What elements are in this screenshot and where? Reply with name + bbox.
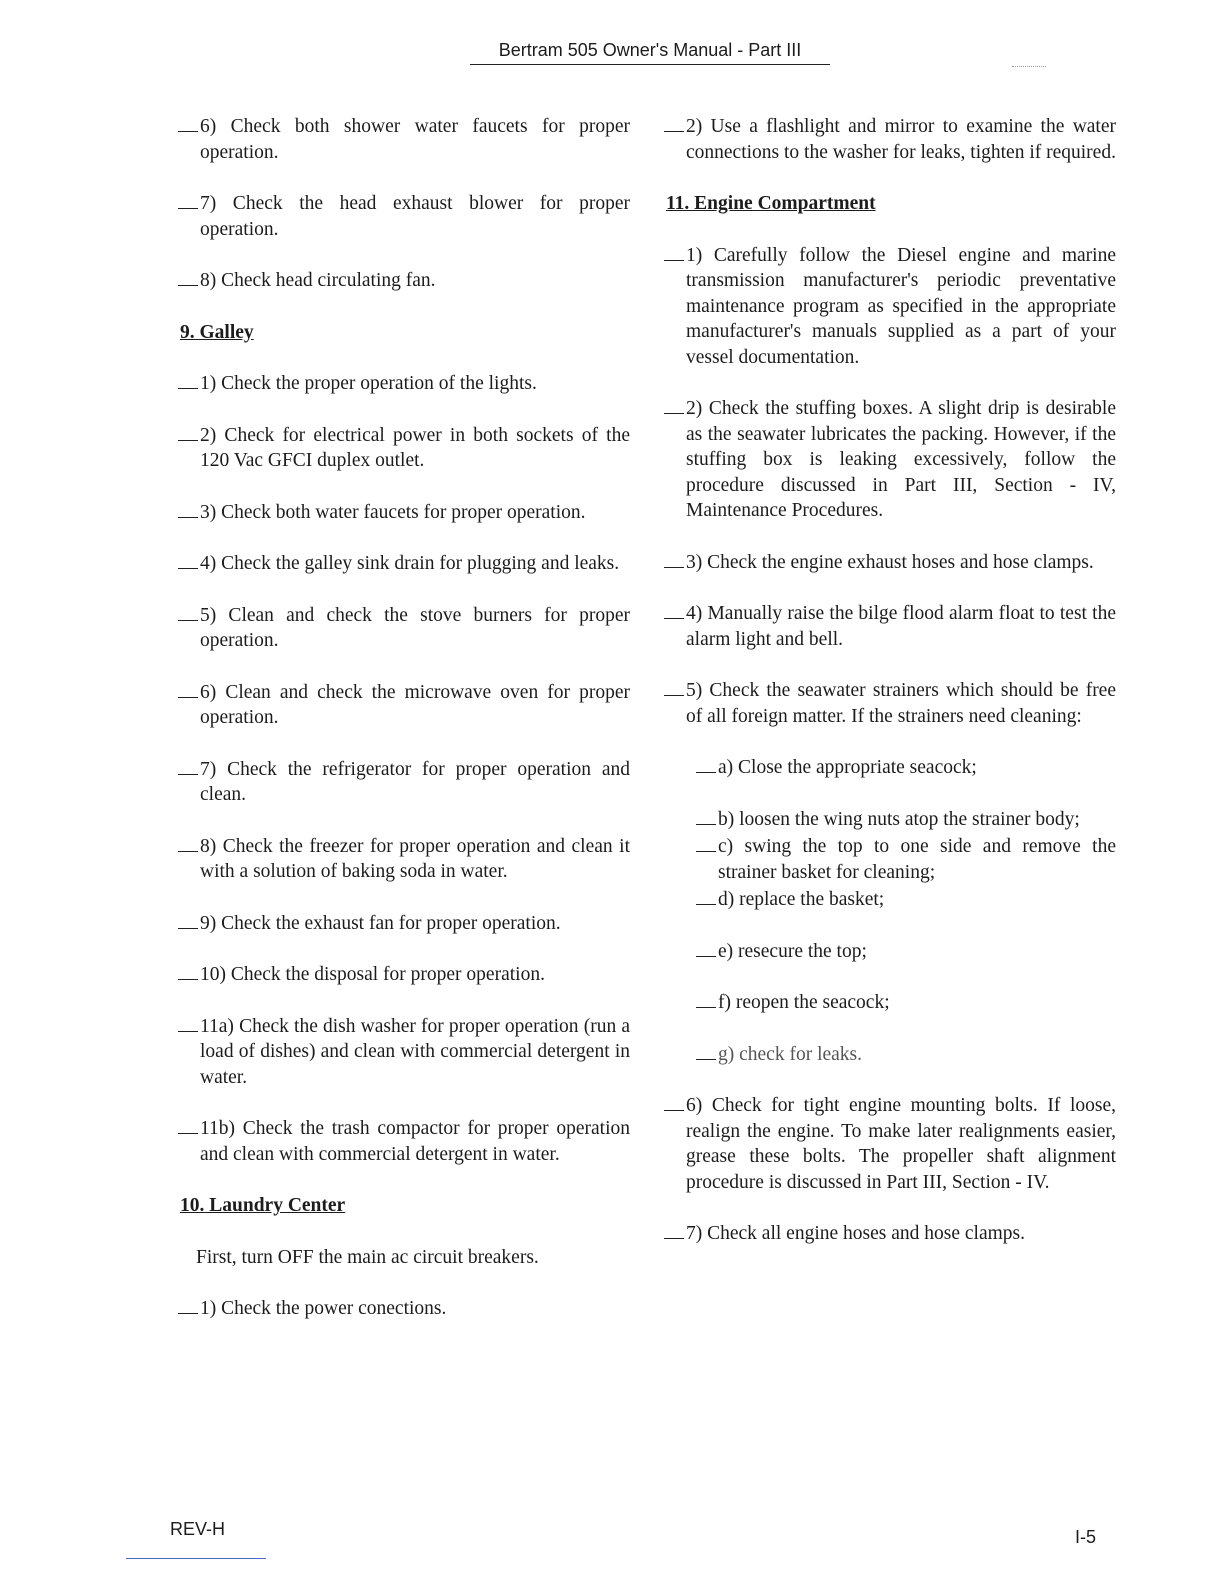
checkbox-blank[interactable] [696,1043,716,1060]
checklist-item: 6) Check both shower water faucets for proper operation. [170,114,630,165]
right-column [656,114,1116,1247]
checklist-item: 7) Check the refrigerator for proper operation and clean. [170,757,630,808]
checklist-item: 1) Carefully follow the Diesel engine and marine transmission manufacturer's periodic preventative maintenance program as specified in the appropriate manufacturer's manuals supplied as a part of your vessel documentation. [656,243,1116,371]
checkbox-blank[interactable] [178,963,198,980]
checklist-item: 2) Check for electrical power in both sockets of the 120 Vac GFCI duplex outlet. [170,423,630,474]
checkbox-blank[interactable] [178,681,198,698]
checkbox-blank[interactable] [696,888,716,905]
checklist-item: 8) Check head circulating fan. [170,268,630,294]
laundry-intro: First, turn OFF the main ac circuit breakers. [196,1246,539,1268]
checklist-item: 4) Manually raise the bilge flood alarm float to test the alarm light and bell. [656,601,1116,652]
checklist-item: 11b) Check the trash compactor for proper operation and clean with commercial detergent in water. [170,1116,630,1167]
section-heading-engine: 11. Engine Compartment [666,193,876,214]
footer-divider [126,1558,266,1559]
checklist-item: 11a) Check the dish washer for proper operation (run a load of dishes) and clean with commercial detergent in water. [170,1014,630,1091]
left-column [170,114,630,1322]
checklist-item: 3) Check the engine exhaust hoses and hose clamps. [656,550,1116,576]
checkbox-blank[interactable] [178,912,198,929]
checklist-item: 9) Check the exhaust fan for proper operation. [170,911,630,937]
checklist-item: 6) Check for tight engine mounting bolts. If loose, realign the engine. To make later realignments easier, grease these bolts. The propeller shaft alignment procedure is discussed in Part III, Section - IV. [656,1093,1116,1195]
checkbox-blank[interactable] [178,115,198,132]
checklist-subitem: a) Close the appropriate seacock; [688,755,1116,781]
checklist-item: 10) Check the disposal for proper operation. [170,962,630,988]
checklist-item: 2) Use a flashlight and mirror to examine the water connections to the washer for leaks, tighten if required. [656,114,1116,165]
checkbox-blank[interactable] [178,269,198,286]
checklist-subitem: e) resecure the top; [688,939,1116,965]
checkbox-blank[interactable] [178,1015,198,1032]
checkbox-blank[interactable] [664,244,684,261]
checklist-item: 8) Check the freezer for proper operation and clean it with a solution of baking soda in water. [170,834,630,885]
revision-label: REV-H [170,1519,226,1539]
checkbox-blank[interactable] [178,604,198,621]
checkbox-blank[interactable] [696,756,716,773]
checkbox-blank[interactable] [664,1094,684,1111]
checklist-item: 7) Check all engine hoses and hose clamps. [656,1221,1116,1247]
checkbox-blank[interactable] [178,372,198,389]
checkbox-blank[interactable] [664,602,684,619]
checkbox-blank[interactable] [696,808,716,825]
checkbox-blank[interactable] [696,991,716,1008]
checkbox-blank[interactable] [664,397,684,414]
checklist-item: 5) Clean and check the stove burners for proper operation. [170,603,630,654]
checklist-subitem: c) swing the top to one side and remove the strainer basket for cleaning; [688,834,1116,885]
checkbox-blank[interactable] [664,551,684,568]
checklist-subitem: g) check for leaks. [688,1042,1116,1068]
checklist-subitem: f) reopen the seacock; [688,990,1116,1016]
checklist-item: 1) Check the power conections. [170,1296,630,1322]
checklist-item: 5) Check the seawater strainers which should be free of all foreign matter. If the strainers need cleaning: [656,678,1116,729]
checkbox-blank[interactable] [664,1222,684,1239]
checkbox-blank[interactable] [664,679,684,696]
checkbox-blank[interactable] [178,424,198,441]
checklist-subitem: d) replace the basket; [688,887,1116,913]
section-heading-galley: 9. Galley [180,321,254,343]
checkbox-blank[interactable] [696,940,716,957]
checklist-item: 1) Check the proper operation of the lights. [170,371,630,397]
checklist-item: 4) Check the galley sink drain for plugging and leaks. [170,551,630,577]
section-heading-laundry: 10. Laundry Center [180,1195,346,1216]
checkbox-blank[interactable] [178,1117,198,1134]
checkbox-blank[interactable] [664,115,684,132]
checklist-item: 7) Check the head exhaust blower for proper operation. [170,191,630,242]
page-header: Bertram 505 Owner's Manual - Part III [470,40,830,65]
scan-artifact [1012,66,1046,67]
checklist-item: 6) Clean and check the microwave oven for proper operation. [170,680,630,731]
checkbox-blank[interactable] [178,835,198,852]
checkbox-blank[interactable] [178,1297,198,1314]
checklist-item: 3) Check both water faucets for proper operation. [170,500,630,526]
checkbox-blank[interactable] [178,501,198,518]
checklist-subitem: b) loosen the wing nuts atop the strainer body; [688,807,1116,833]
page-number: I-5 [1075,1527,1097,1547]
checkbox-blank[interactable] [178,758,198,775]
checkbox-blank[interactable] [178,192,198,209]
checkbox-blank[interactable] [696,835,716,852]
checklist-item: 2) Check the stuffing boxes. A slight drip is desirable as the seawater lubricates the packing. However, if the stuffing box is leaking excessively, follow the procedure discussed in Part III, Section - IV, Maintenance Procedures. [656,396,1116,524]
checkbox-blank[interactable] [178,552,198,569]
